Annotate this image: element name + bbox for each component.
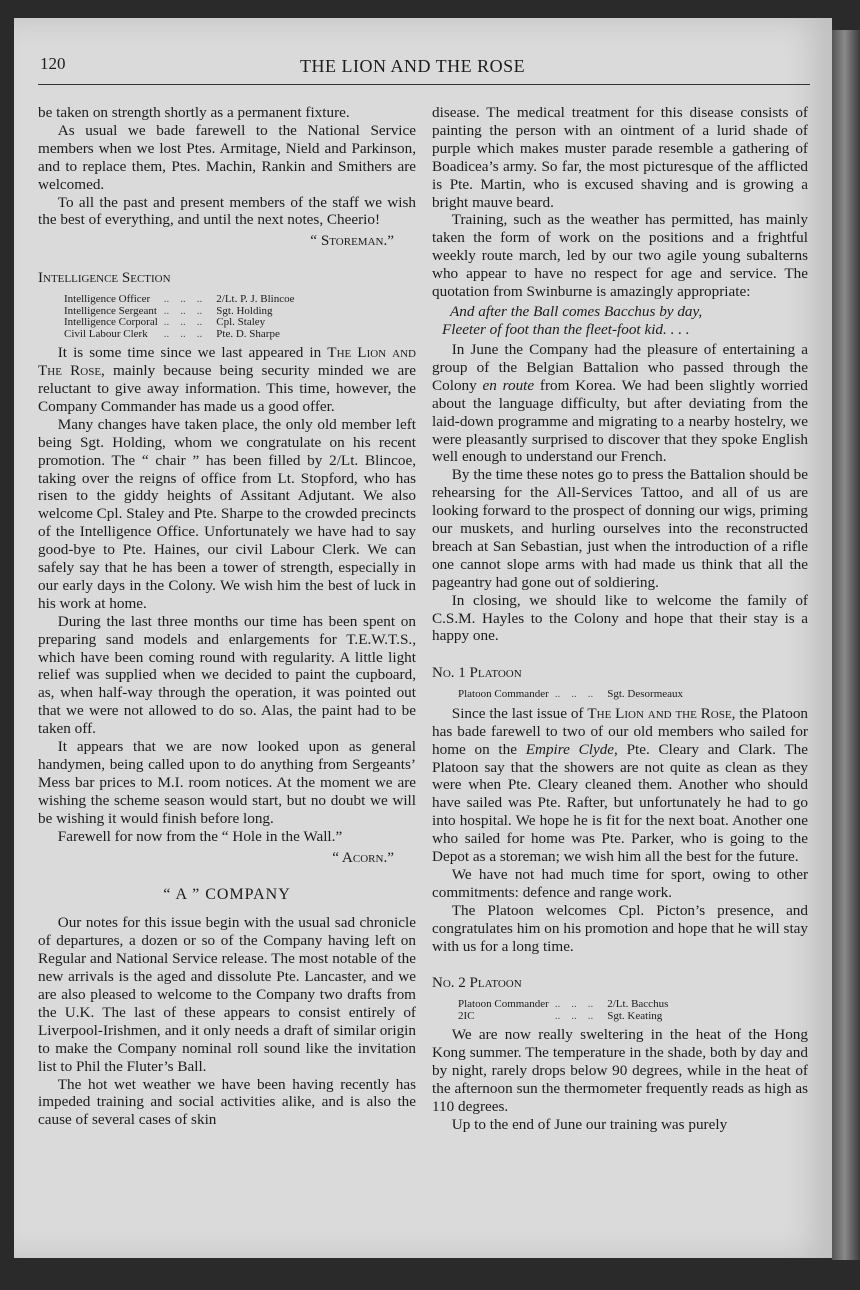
staff-role: Platoon Commander <box>458 998 549 1011</box>
paragraph: Up to the end of June our training was purely <box>451 1115 728 1133</box>
paragraph: During the last three months our time has been spent on preparing sand models and enlargements for T.E.W.T.S., which have been coming round with regularity. A little light relief was supplied when we decided to paint the cupboard, as, when half-way through the operation, it was pointed out that we were not allowed to do so. Alas, the paint had to be taken off. <box>38 612 416 738</box>
staff-row: Intelligence Officer .. .. .. 2/Lt. P. J. Blincoe <box>64 293 295 306</box>
header-rule <box>38 84 810 85</box>
paragraph: As usual we bade farewell to the National Service members when we lost Ptes. Armitage, Nield and Parkinson, and to replace them, Ptes. Machin, Rankin and Smithers are welcomed. <box>38 121 416 193</box>
paragraph: It appears that we are now looked upon as general handymen, being called upon to do anything from Sergeants’ Mess bar prices to M.I. room notices. At the moment we are wishing the scheme season would start, but no doubt we will be wishing it would finish before long. <box>38 738 416 827</box>
text-run: , mainly because being security minded we are reluctant to give away information. This time, however, the Company Commander has made us a good offer. <box>38 362 416 415</box>
paragraph: We are now really sweltering in the heat of the Hong Kong summer. The temperature in the shade, both by day and by night, rarely drops below 90 degrees, while in the heat of the afternoon sun the thermometer frequently reads as high as 110 degrees. <box>432 1026 808 1115</box>
staff-role: 2IC <box>458 1009 475 1022</box>
paragraph: Farewell for now from the “ Hole in the Wall.” <box>57 827 343 845</box>
paragraph <box>38 344 416 416</box>
paragraph: be taken on strength shortly as a permanent fixture. <box>38 104 350 121</box>
section-heading-no2-platoon: No. 2 Platoon <box>432 975 522 992</box>
text-run: It is some time since we last appeared in <box>57 344 322 362</box>
staff-name: Cpl. Staley <box>216 316 266 329</box>
magazine-title-ref: The Lion and the Rose <box>587 704 732 722</box>
paragraph <box>432 341 808 466</box>
staff-name: Pte. D. Sharpe <box>216 327 280 340</box>
staff-name: 2/Lt. P. J. Blincoe <box>216 293 295 306</box>
book-spine <box>832 30 860 1260</box>
running-title: THE LION AND THE ROSE <box>300 56 526 76</box>
signature-storeman: “ Storeman.” <box>310 232 394 250</box>
text-run: , the Platoon has bade farewell to two of our old members who sailed for home on the <box>432 704 809 758</box>
staff-row: Platoon Commander .. .. .. 2/Lt. Bacchus <box>458 998 669 1011</box>
section-heading-intelligence: Intelligence Section <box>38 270 171 287</box>
staff-role: Intelligence Corporal <box>64 316 158 329</box>
paragraph: Our notes for this issue begin with the usual sad chronicle of departures, a dozen or so of the Company having left on Regular and National Service release. The most notable of the new arrivals is the aged and dissolute Pte. Lancaster, and we are also pleased to welcome to the Company two drafts from the U.K. The last of these appears to consist entirely of Liverpool-Irishmen, and it only needs a draft of similar origin to make the Company nominal roll sound like the invitation list to Phil the Fluter’s Ball. <box>38 914 416 1075</box>
left-column <box>38 104 416 1129</box>
paragraph: To all the past and present members of the staff we wish the best of everything, and until the next notes, Cheerio! <box>38 193 416 229</box>
staff-role: Civil Labour Clerk <box>64 327 148 340</box>
paragraph: Many changes have taken place, the only old member left being Sgt. Holding, whom we congratulate on his recent promotion. The “ chair ” has been filled by 2/Lt. Blincoe, taking over the reigns of office from Lt. Stopford, who has risen to the giddy heights of Assitant Adjutant. We also welcome Cpl. Staley and Pte. Sharpe to the crowded precincts of the Intelligence Office. Unfortunately we have had to say good-bye to Pte. Haines, our civil Labour Clerk. We can safely say that he has been a tower of strength, especially in our early days in the Colony. We wish him the best of luck in his work at home. <box>38 415 416 612</box>
page-number: 120 <box>40 54 66 73</box>
intelligence-staff-list <box>64 294 295 340</box>
staff-row: 2IC .. .. .. Sgt. Keating <box>458 1011 668 1023</box>
no2-platoon-staff-list <box>458 999 668 1022</box>
italic-phrase: en route <box>482 376 535 394</box>
staff-role: Intelligence Officer <box>64 293 151 306</box>
verse-line: Fleeter of foot than the fleet-foot kid. . . . <box>442 320 690 338</box>
paragraph: The hot wet weather we have been having recently has impeded training and social activities alike, and is also the cause of several cases of skin <box>38 1075 416 1129</box>
staff-role: Platoon Commander <box>458 688 549 701</box>
magazine-title-ref: The Lion and The Rose <box>38 344 416 380</box>
section-heading-no1-platoon: No. 1 Platoon <box>432 665 522 682</box>
staff-name: Sgt. Desormeaux <box>607 688 684 701</box>
text-run: , Pte. Cleary and Clark. The Platoon say that the showers are not quite as clean as they were when Pte. Cleary cleaned them. Another who should have sailed was Pte. Rafter, but unfortunately he had to go into hospital. We hope he is fit for the next boat. Another one who sailed for home was Pte. Parker, who is going to the Depot as a storeman; we wish him all the best for the future. <box>432 740 809 866</box>
paragraph: The Platoon welcomes Cpl. Picton’s presence, and congratulates him on his promotion and hope that he will stay with us for a long time. <box>432 901 808 955</box>
paragraph: By the time these notes go to press the Battalion should be rehearsing for the All-Services Tattoo, and all of us are looking forward to the prospect of donning our wigs, priming our muskets, and hurling ourselves into the reconstructed breach at San Sebastian, just when the introduction of a rifle one cannot slope arms with had made us think that all the pageantry had gone out of soldiering. <box>432 466 808 591</box>
no1-platoon-staff-list <box>458 689 683 701</box>
ship-name: Empire Clyde <box>525 740 615 758</box>
staff-row: Intelligence Sergeant .. .. .. Sgt. Holding <box>64 306 295 318</box>
text-run: In June the Company had the pleasure of entertaining a group of the Belgian Battalion who passed through the Colony <box>432 340 808 394</box>
verse-line: And after the Ball comes Bacchus by day, <box>450 302 703 320</box>
staff-name: Sgt. Holding <box>216 304 273 317</box>
staff-row: Civil Labour Clerk .. .. .. Pte. D. Sharpe <box>64 329 295 341</box>
paragraph <box>432 705 808 866</box>
verse-quotation <box>442 302 808 339</box>
staff-name: 2/Lt. Bacchus <box>607 998 669 1011</box>
text-run: from Korea. We had been slightly worried about the language difficulty, but after deviating from the laid-down programme and migrating to a nearby hostelry, we were pleasantly surprised to discover that they spoke English well enough to understand our French. <box>432 376 808 466</box>
right-column <box>432 104 808 1134</box>
paragraph: Training, such as the weather has permitted, has mainly taken the form of work on the positions and a frightful weekly route march, led by our two agile young subalterns who appear to have no respect for age and service. The quotation from Swinburne is amazingly appropriate: <box>432 211 808 301</box>
staff-role: Intelligence Sergeant <box>64 304 157 317</box>
paragraph: In closing, we should like to welcome the family of C.S.M. Hayles to the Colony and hope that their stay is a happy one. <box>432 591 808 645</box>
staff-name: Sgt. Keating <box>607 1009 663 1022</box>
text-run: Since the last issue of <box>451 704 584 722</box>
paragraph: disease. The medical treatment for this disease consists of painting the person with an ointment of a lurid shade of purple which makes muster parade resemble a gathering of Boadicea’s army. So far, the most picturesque of the afflicted is Pte. Martin, who is excused shaving and is growing a bright mauve beard. <box>432 104 808 211</box>
section-heading-a-company: “ A ” COMPANY <box>163 886 291 904</box>
signature-acorn: “ Acorn.” <box>332 848 394 866</box>
paragraph: We have not had much time for sport, owing to other commitments: defence and range work. <box>432 865 808 901</box>
staff-row: Platoon Commander .. .. .. Sgt. Desormeaux <box>458 688 684 701</box>
staff-row: Intelligence Corporal .. .. .. Cpl. Staley <box>64 317 295 329</box>
